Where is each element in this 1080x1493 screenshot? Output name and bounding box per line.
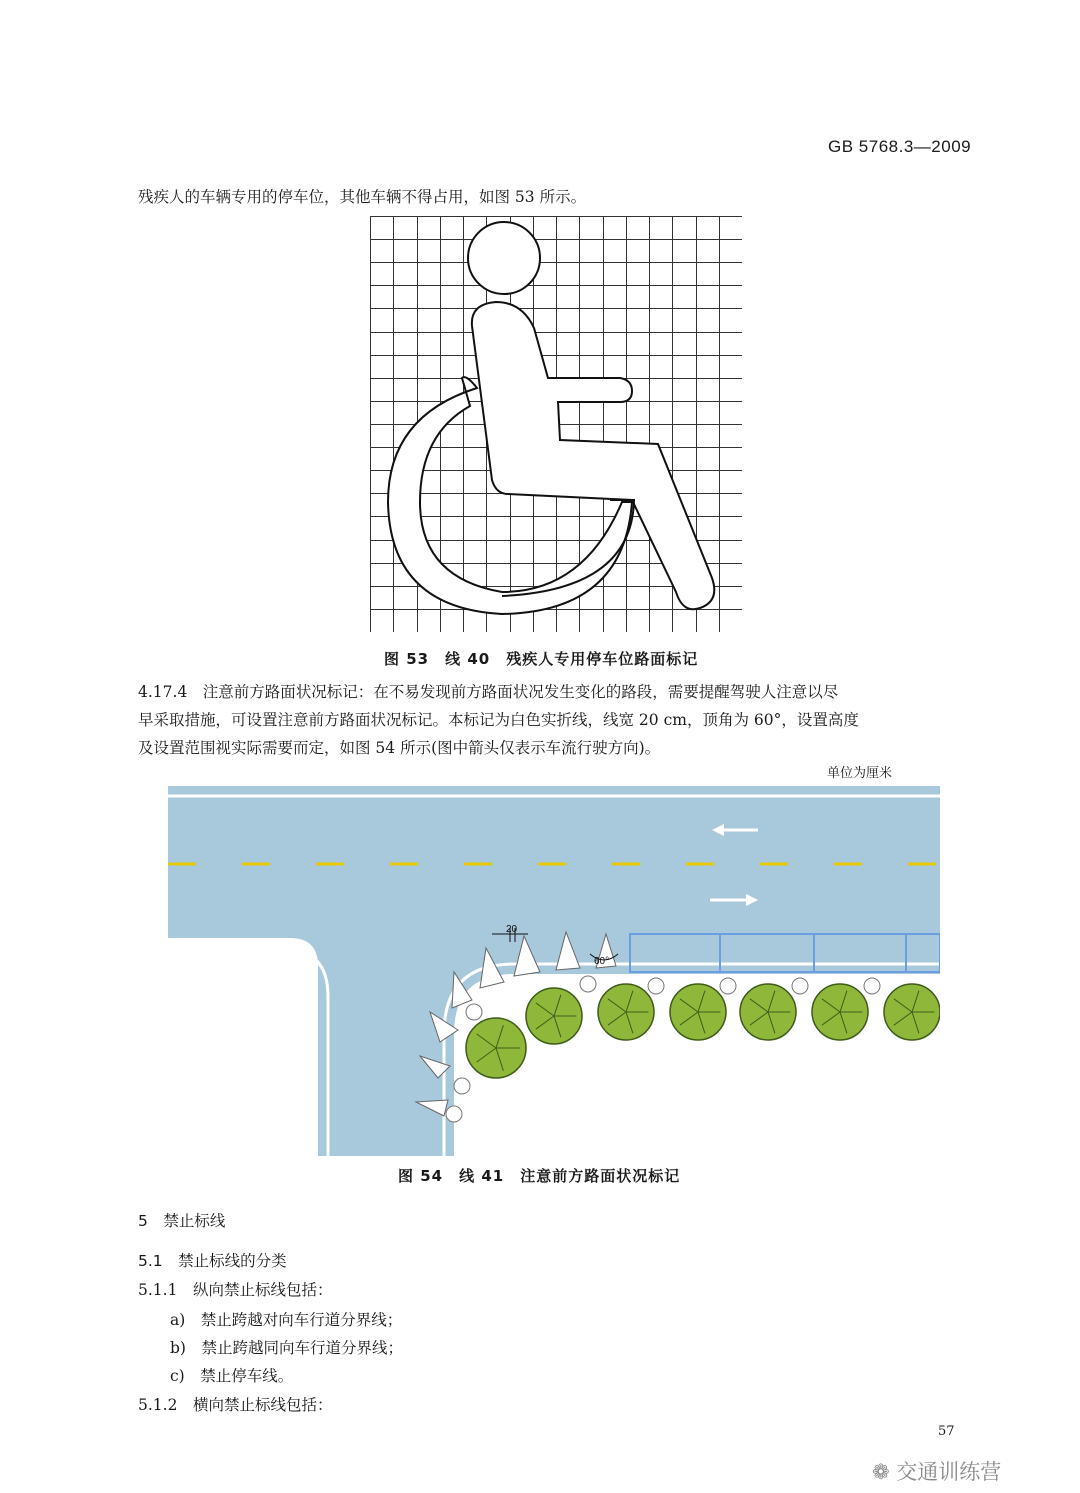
shrub-icon [580, 976, 596, 992]
list-item: b) 禁止跨越同向车行道分界线； [170, 1339, 403, 1357]
watermark: ❁ 交通训练营 [872, 1460, 1002, 1484]
section-5-1: 5.1 禁止标线的分类 [138, 1252, 287, 1270]
wechat-icon: ❁ [872, 1460, 897, 1484]
section-5-1-2: 5.1.2 横向禁止标线包括： [138, 1396, 333, 1414]
section-4-17-4-line3: 及设置范围视实际需要而定，如图 54 所示(图中箭头仅表示车流行驶方向)。 [138, 739, 661, 757]
shrub-icon [792, 978, 808, 994]
section-5-title: 5 禁止标线 [138, 1212, 226, 1230]
angle-label: 60° [594, 956, 610, 967]
figure-53-caption: 图 53 线 40 残疾人专用停车位路面标记 [384, 650, 699, 668]
shrub-icon [648, 978, 664, 994]
wheelchair-icon [388, 222, 714, 614]
figure-54-caption: 图 54 线 41 注意前方路面状况标记 [398, 1167, 681, 1185]
shrub-icon [720, 978, 736, 994]
width-label: 20 [506, 924, 518, 935]
list-item: c) 禁止停车线。 [170, 1367, 294, 1385]
shrub-icon [864, 978, 880, 994]
shrub-icon [454, 1078, 470, 1094]
unit-note: 单位为厘米 [827, 766, 893, 781]
shrub-icon [466, 1004, 482, 1020]
section-4-17-4-line1: 4.17.4 注意前方路面状况标记：在不易发现前方路面状况发生变化的路段，需要提醒驾驶人注意以尽 [138, 683, 839, 701]
figure-53-wheelchair-grid [370, 216, 742, 632]
figure-54-road-diagram [168, 786, 940, 1156]
section-4-17-4-line2: 早采取措施，可设置注意前方路面状况标记。本标记为白色实折线，线宽 20 cm，顶角为 60°，设置高度 [138, 711, 859, 729]
intro-line: 残疾人的车辆专用的停车位，其他车辆不得占用，如图 53 所示。 [138, 188, 587, 206]
section-5-1-1: 5.1.1 纵向禁止标线包括： [138, 1281, 333, 1299]
page-number: 57 [938, 1424, 955, 1439]
shrub-icon [446, 1106, 462, 1122]
list-item: a) 禁止跨越对向车行道分界线； [170, 1311, 403, 1329]
standard-code: GB 5768.3—2009 [828, 137, 972, 156]
